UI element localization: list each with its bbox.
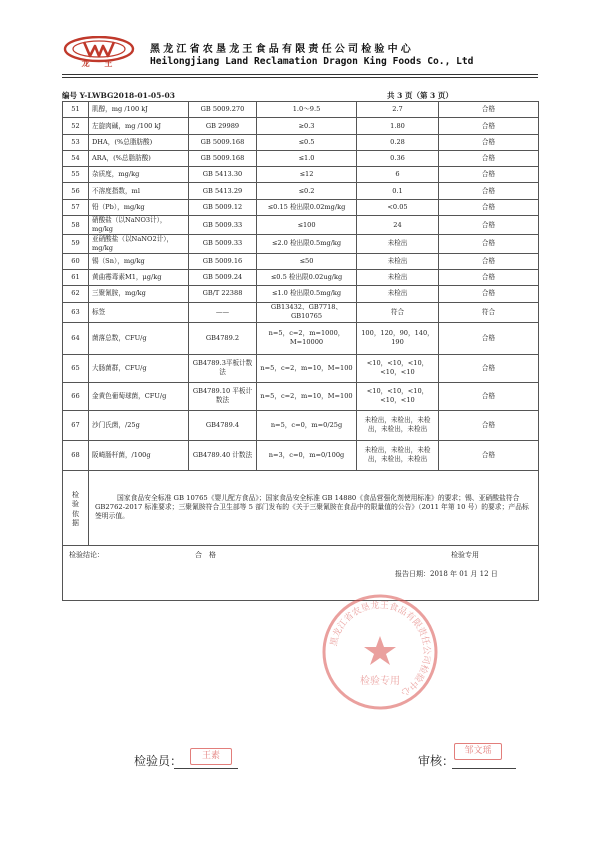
- row-result: 未检出，未检出，未检出，未检出，未检出: [357, 410, 439, 440]
- row-result: 0.36: [357, 150, 439, 166]
- table-row: [63, 302, 539, 322]
- row-standard: GB4789.3平板计数法: [189, 354, 257, 382]
- table-row: [63, 183, 539, 199]
- row-requirement: n=5，c=2，m=10，M=100: [257, 354, 357, 382]
- row-item: 沙门氏菌，/25g: [89, 410, 189, 440]
- row-requirement: n=5，c=2，m=1000，M=10000: [257, 322, 357, 354]
- basis-text: 国家食品安全标准 GB 10765《婴儿配方食品》；国家食品安全标准 GB 14880《食品营强化剂使用标准》的要求；锡、亚硝酸盐符合 GB2762-2017 标准要求；三聚氰胺符合卫生部等 5 部门发布的《关于三聚氰胺在食品中的限量值的公告》（2011 年第 10 号）的要求；产品标签明示值。: [89, 470, 539, 545]
- table-row: [63, 234, 539, 253]
- row-requirement: ≤1.0 检出限0.5mg/kg: [257, 286, 357, 302]
- row-requirement: n=5，c=0，m=0/25g: [257, 410, 357, 440]
- row-standard: GB4789.40 计数法: [189, 440, 257, 470]
- table-row: [63, 286, 539, 302]
- row-item: 左旋肉碱，mg /100 kJ: [89, 118, 189, 134]
- table-row: [63, 354, 539, 382]
- table-row: [63, 440, 539, 470]
- row-standard: GB4789.4: [189, 410, 257, 440]
- row-standard: GB/T 22388: [189, 286, 257, 302]
- row-item: DHA，(%总脂肪酸): [89, 134, 189, 150]
- row-conclusion: 合格: [439, 440, 539, 470]
- row-conclusion: 合格: [439, 102, 539, 118]
- row-number: 59: [63, 234, 89, 253]
- row-number: 63: [63, 302, 89, 322]
- row-standard: GB4789.10 平板计数法: [189, 382, 257, 410]
- row-conclusion: 合格: [439, 150, 539, 166]
- row-conclusion: 合格: [439, 234, 539, 253]
- row-result: 100，120，90，140，190: [357, 322, 439, 354]
- conclusion-stamp-text: 检验专用: [451, 550, 479, 559]
- row-result: 未检出: [357, 286, 439, 302]
- row-standard: GB 5009.270: [189, 102, 257, 118]
- row-requirement: ≤100: [257, 216, 357, 235]
- row-conclusion: 合格: [439, 199, 539, 215]
- row-number: 51: [63, 102, 89, 118]
- reviewer-signature-line: [452, 768, 516, 769]
- conclusion-row: [63, 545, 539, 600]
- row-conclusion: 合格: [439, 382, 539, 410]
- company-name-en: Heilongjiang Land Reclamation Dragon King Foods Co., Ltd: [150, 56, 474, 67]
- row-number: 55: [63, 167, 89, 183]
- row-requirement: ≥0.3: [257, 118, 357, 134]
- row-standard: GB 5009.12: [189, 199, 257, 215]
- row-item: ARA，(%总脂肪酸): [89, 150, 189, 166]
- row-item: 锡（Sn），mg/kg: [89, 253, 189, 269]
- row-item: 菌落总数，CFU/g: [89, 322, 189, 354]
- row-number: 65: [63, 354, 89, 382]
- header-rule: [62, 74, 538, 75]
- table-row: [63, 253, 539, 269]
- company-name-cn: 黑龙江省农垦龙王食品有限责任公司检验中心: [150, 44, 414, 55]
- row-conclusion: 合格: [439, 118, 539, 134]
- row-requirement: ≤1.0: [257, 150, 357, 166]
- row-requirement: ≤0.5: [257, 134, 357, 150]
- table-row: [63, 118, 539, 134]
- conclusion-label: 检验结论：: [69, 550, 104, 559]
- row-number: 64: [63, 322, 89, 354]
- results-table: [62, 101, 539, 601]
- table-row: [63, 167, 539, 183]
- reviewer-seal: 邹文瑶: [454, 743, 502, 760]
- stamp-ring-text: 黑龙江省农垦龙王食品有限责任公司检验中心: [329, 600, 432, 698]
- row-item: 黄曲霉毒素M1，μg/kg: [89, 269, 189, 285]
- row-result: 0.1: [357, 183, 439, 199]
- table-row: [63, 216, 539, 235]
- row-requirement: ≤0.15 检出限0.02mg/kg: [257, 199, 357, 215]
- basis-label: [63, 470, 89, 545]
- row-conclusion: 合格: [439, 183, 539, 199]
- table-row: [63, 322, 539, 354]
- row-number: 60: [63, 253, 89, 269]
- header-rule-thin: [62, 77, 538, 78]
- row-result: 0.28: [357, 134, 439, 150]
- row-item: 大肠菌群，CFU/g: [89, 354, 189, 382]
- row-standard: GB 5009.16: [189, 253, 257, 269]
- row-number: 68: [63, 440, 89, 470]
- row-result: 2.7: [357, 102, 439, 118]
- row-standard: GB 29989: [189, 118, 257, 134]
- row-number: 52: [63, 118, 89, 134]
- table-row: [63, 199, 539, 215]
- row-conclusion: 合格: [439, 216, 539, 235]
- row-number: 62: [63, 286, 89, 302]
- row-item: 亚硝酸盐（以NaNO2计），mg/kg: [89, 234, 189, 253]
- row-standard: GB 5009.24: [189, 269, 257, 285]
- row-conclusion: 合格: [439, 167, 539, 183]
- row-number: 61: [63, 269, 89, 285]
- row-result: <0.05: [357, 199, 439, 215]
- row-item: 铅（Pb），mg/kg: [89, 199, 189, 215]
- row-number: 54: [63, 150, 89, 166]
- conclusion-cell: [63, 545, 539, 600]
- row-result: 6: [357, 167, 439, 183]
- row-requirement: ≤2.0 检出限0.5mg/kg: [257, 234, 357, 253]
- row-result: 1.80: [357, 118, 439, 134]
- row-requirement: ≤0.5 检出限0.02ug/kg: [257, 269, 357, 285]
- row-item: 肌醇，mg /100 kJ: [89, 102, 189, 118]
- row-conclusion: 合格: [439, 253, 539, 269]
- row-number: 53: [63, 134, 89, 150]
- row-requirement: n=3，c=0，m=0/100g: [257, 440, 357, 470]
- table-row: [63, 134, 539, 150]
- row-standard: GB 5009.33: [189, 216, 257, 235]
- row-result: <10，<10，<10，<10，<10: [357, 354, 439, 382]
- row-item: 不溶度指数，ml: [89, 183, 189, 199]
- row-result: 未检出，未检出，未检出，未检出，未检出: [357, 440, 439, 470]
- row-requirement: n=5，c=2，m=10，M=100: [257, 382, 357, 410]
- row-result: 24: [357, 216, 439, 235]
- row-conclusion: 合格: [439, 286, 539, 302]
- table-row: [63, 382, 539, 410]
- inspector-label: 检验员：: [134, 754, 183, 768]
- table-row: [63, 269, 539, 285]
- page-count: 共 3 页（第 3 页）: [387, 91, 453, 100]
- row-requirement: GB13432、GB7718、GB10765: [257, 302, 357, 322]
- row-conclusion: 合格: [439, 134, 539, 150]
- row-requirement: ≤0.2: [257, 183, 357, 199]
- table-row: [63, 102, 539, 118]
- inspector-signature-line: [174, 768, 238, 769]
- row-number: 67: [63, 410, 89, 440]
- row-requirement: ≤12: [257, 167, 357, 183]
- row-number: 56: [63, 183, 89, 199]
- row-item: 金黄色葡萄球菌，CFU/g: [89, 382, 189, 410]
- row-result: 未检出: [357, 234, 439, 253]
- row-standard: GB 5009.33: [189, 234, 257, 253]
- row-standard: GB4789.2: [189, 322, 257, 354]
- row-item: 阪崎肠杆菌，/100g: [89, 440, 189, 470]
- row-result: 未检出: [357, 253, 439, 269]
- conclusion-value: 合 格: [195, 550, 216, 559]
- row-standard: GB 5009.168: [189, 134, 257, 150]
- report-date: 报告日期：2018 年 01 月 12 日: [395, 569, 498, 578]
- row-conclusion: 合格: [439, 410, 539, 440]
- row-item: 杂质度，mg/kg: [89, 167, 189, 183]
- row-number: 57: [63, 199, 89, 215]
- basis-row: [63, 470, 539, 545]
- row-conclusion: 合格: [439, 269, 539, 285]
- row-conclusion: 符合: [439, 302, 539, 322]
- row-requirement: ≤50: [257, 253, 357, 269]
- row-standard: GB 5009.168: [189, 150, 257, 166]
- row-requirement: 1.0～9.5: [257, 102, 357, 118]
- row-standard: GB 5413.29: [189, 183, 257, 199]
- row-conclusion: 合格: [439, 322, 539, 354]
- row-result: 符合: [357, 302, 439, 322]
- row-standard: GB 5413.30: [189, 167, 257, 183]
- table-row: [63, 410, 539, 440]
- row-number: 58: [63, 216, 89, 235]
- inspector-seal: 王素: [190, 748, 232, 765]
- row-conclusion: 合格: [439, 354, 539, 382]
- row-item: 标签: [89, 302, 189, 322]
- row-item: 三聚氰胺，mg/kg: [89, 286, 189, 302]
- row-result: 未检出: [357, 269, 439, 285]
- table-row: [63, 150, 539, 166]
- basis-label-text: 检验依据: [72, 490, 79, 527]
- reviewer-label: 审核：: [418, 754, 455, 768]
- row-standard: ——: [189, 302, 257, 322]
- row-result: <10，<10，<10，<10，<10: [357, 382, 439, 410]
- row-number: 66: [63, 382, 89, 410]
- report-number: 编号 Y-LWBG2018-01-05-03: [62, 91, 175, 100]
- stamp-center-text: 检验专用: [360, 676, 400, 687]
- logo-text: 龙 王: [81, 58, 119, 68]
- row-item: 硝酸盐（以NaNO3计），mg/kg: [89, 216, 189, 235]
- official-stamp-icon: [320, 592, 440, 712]
